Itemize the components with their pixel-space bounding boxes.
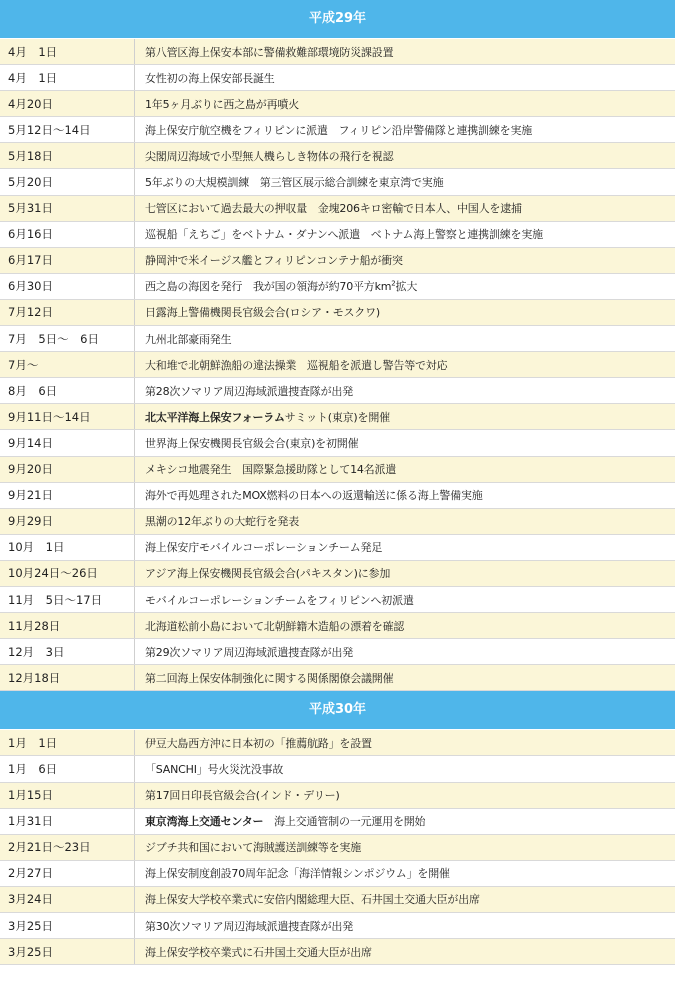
event-date: 2月27日 bbox=[0, 861, 135, 886]
table-row bbox=[0, 613, 675, 639]
table-row bbox=[0, 143, 675, 169]
event-highlight: 東京湾海上交通センター bbox=[145, 815, 264, 829]
event-text: 西之島の海図を発行 我が国の領海が約70平方km bbox=[145, 280, 392, 294]
event-description: 第二回海上保安体制強化に関する関係閣僚会議開催 bbox=[145, 671, 394, 685]
event-date: 9月11日～14日 bbox=[0, 404, 135, 429]
event-description: 海上保安庁航空機をフィリピンに派遣 フィリピン沿岸警備隊と連携訓練を実施 bbox=[145, 123, 533, 137]
table-row bbox=[0, 887, 675, 913]
event-description: 巡視船「えちご」をベトナム・ダナンへ派遣 ベトナム海上警察と連携訓練を実施 bbox=[145, 228, 543, 242]
table-row bbox=[0, 117, 675, 143]
event-description: 第29次ソマリア周辺海域派遣捜査隊が出発 bbox=[145, 645, 353, 659]
event-date: 1月 1日 bbox=[0, 730, 135, 755]
event-description bbox=[135, 278, 675, 294]
event-description: 第八管区海上保安本部に警備救難部環境防災課設置 bbox=[145, 45, 394, 59]
event-description: 七管区において過去最大の押収量 金塊206キロ密輸で日本人、中国人を逮捕 bbox=[145, 202, 522, 216]
event-description: 尖閣周辺海域で小型無人機らしき物体の飛行を視認 bbox=[145, 149, 394, 163]
event-description: 海上保安学校卒業式に石井国土交通大臣が出席 bbox=[145, 945, 372, 959]
table-row bbox=[0, 913, 675, 939]
event-description: 第17回日印長官級会合(インド・デリー) bbox=[145, 789, 340, 803]
event-date: 7月12日 bbox=[0, 300, 135, 325]
event-date: 1月15日 bbox=[0, 783, 135, 808]
table-row bbox=[0, 457, 675, 483]
table-row bbox=[0, 222, 675, 248]
table-row bbox=[0, 352, 675, 378]
table-row bbox=[0, 861, 675, 887]
event-description: メキシコ地震発生 国際緊急援助隊として14名派遣 bbox=[145, 463, 397, 477]
table-row bbox=[0, 665, 675, 691]
table-row bbox=[0, 809, 675, 835]
superscript: 2 bbox=[391, 279, 396, 288]
event-date: 12月18日 bbox=[0, 665, 135, 690]
event-description: 海上保安制度創設70周年記念「海洋情報シンポジウム」を開催 bbox=[145, 867, 450, 881]
table-row bbox=[0, 939, 675, 965]
event-date: 9月14日 bbox=[0, 430, 135, 455]
event-date: 2月21日～23日 bbox=[0, 835, 135, 860]
table-row bbox=[0, 561, 675, 587]
era-header: 平成30年 bbox=[0, 691, 675, 730]
event-date: 11月 5日～17日 bbox=[0, 587, 135, 612]
event-description: 北海道松前小島において北朝鮮籍木造船の漂着を確認 bbox=[145, 619, 405, 633]
event-date: 9月29日 bbox=[0, 509, 135, 534]
table-row bbox=[0, 300, 675, 326]
event-date: 6月30日 bbox=[0, 274, 135, 299]
event-description: 1年5ヶ月ぶりに西之島が再噴火 bbox=[145, 97, 299, 111]
event-date: 3月24日 bbox=[0, 887, 135, 912]
event-date: 10月 1日 bbox=[0, 535, 135, 560]
event-date: 7月～ bbox=[0, 352, 135, 377]
event-date: 12月 3日 bbox=[0, 639, 135, 664]
event-date: 5月18日 bbox=[0, 143, 135, 168]
event-description: 第28次ソマリア周辺海域派遣捜査隊が出発 bbox=[145, 384, 353, 398]
event-date: 6月17日 bbox=[0, 248, 135, 273]
event-date: 4月 1日 bbox=[0, 39, 135, 64]
event-date: 10月24日～26日 bbox=[0, 561, 135, 586]
event-text-post: 拡大 bbox=[395, 280, 418, 294]
event-description: 女性初の海上保安部長誕生 bbox=[145, 71, 275, 85]
event-date: 4月20日 bbox=[0, 91, 135, 116]
table-row bbox=[0, 430, 675, 456]
table-row bbox=[0, 756, 675, 782]
event-date: 1月31日 bbox=[0, 809, 135, 834]
event-description: 日露海上警備機関長官級会合(ロシア・モスクワ) bbox=[145, 306, 380, 320]
table-row bbox=[0, 39, 675, 65]
table-row bbox=[0, 169, 675, 195]
event-date: 9月20日 bbox=[0, 457, 135, 482]
table-row bbox=[0, 326, 675, 352]
table-row bbox=[0, 378, 675, 404]
event-date: 9月21日 bbox=[0, 483, 135, 508]
table-row bbox=[0, 196, 675, 222]
table-row bbox=[0, 835, 675, 861]
table-row bbox=[0, 639, 675, 665]
table-row bbox=[0, 274, 675, 300]
event-date: 6月16日 bbox=[0, 222, 135, 247]
event-description: 5年ぶりの大規模訓練 第三管区展示総合訓練を東京湾で実施 bbox=[145, 176, 444, 190]
event-description: 世界海上保安機関長官級会合(東京)を初開催 bbox=[145, 436, 359, 450]
event-date: 3月25日 bbox=[0, 913, 135, 938]
event-date: 5月20日 bbox=[0, 169, 135, 194]
table-row bbox=[0, 65, 675, 91]
event-description: 海上保安庁モバイルコーポレーションチーム発足 bbox=[145, 541, 383, 555]
table-row bbox=[0, 483, 675, 509]
event-date: 5月12日～14日 bbox=[0, 117, 135, 142]
event-date: 8月 6日 bbox=[0, 378, 135, 403]
event-description: 第30次ソマリア周辺海域派遣捜査隊が出発 bbox=[145, 919, 353, 933]
event-description: 黒潮の12年ぶりの大蛇行を発表 bbox=[145, 515, 299, 529]
event-date: 11月28日 bbox=[0, 613, 135, 638]
event-description: アジア海上保安機関長官級会合(パキスタン)に参加 bbox=[145, 567, 391, 581]
event-description: 海上保安大学校卒業式に安倍内閣総理大臣、石井国土交通大臣が出席 bbox=[145, 893, 480, 907]
event-description: モバイルコーポレーションチームをフィリピンへ初派遣 bbox=[145, 593, 414, 607]
event-date: 7月 5日～ 6日 bbox=[0, 326, 135, 351]
table-row bbox=[0, 535, 675, 561]
table-row bbox=[0, 91, 675, 117]
table-row bbox=[0, 587, 675, 613]
event-description: 「SANCHI」号火災沈没事故 bbox=[145, 762, 284, 776]
table-row bbox=[0, 730, 675, 756]
event-description: 大和堆で北朝鮮漁船の違法操業 巡視船を派遣し警告等で対応 bbox=[145, 358, 448, 372]
table-row bbox=[0, 509, 675, 535]
event-description: 伊豆大島西方沖に日本初の「推薦航路」を設置 bbox=[145, 736, 372, 750]
era-header: 平成29年 bbox=[0, 0, 675, 39]
event-rest: サミット(東京)を開催 bbox=[284, 410, 390, 424]
event-description: ジブチ共和国において海賊護送訓練等を実施 bbox=[145, 841, 361, 855]
event-description: 静岡沖で米イージス艦とフィリピンコンテナ船が衝突 bbox=[145, 254, 403, 268]
event-date: 5月31日 bbox=[0, 196, 135, 221]
event-description: 海外で再処理されたMOX燃料の日本への返還輸送に係る海上警備実施 bbox=[145, 489, 483, 503]
table-row bbox=[0, 248, 675, 274]
event-date: 3月25日 bbox=[0, 939, 135, 964]
event-date: 4月 1日 bbox=[0, 65, 135, 90]
event-description: 九州北部豪雨発生 bbox=[145, 332, 232, 346]
event-highlight: 北太平洋海上保安フォーラム bbox=[145, 410, 285, 424]
event-description bbox=[135, 409, 675, 425]
table-row bbox=[0, 783, 675, 809]
event-rest: 海上交通管制の一元運用を開始 bbox=[263, 815, 426, 829]
event-date: 1月 6日 bbox=[0, 756, 135, 781]
table-row bbox=[0, 404, 675, 430]
event-description bbox=[135, 813, 675, 829]
